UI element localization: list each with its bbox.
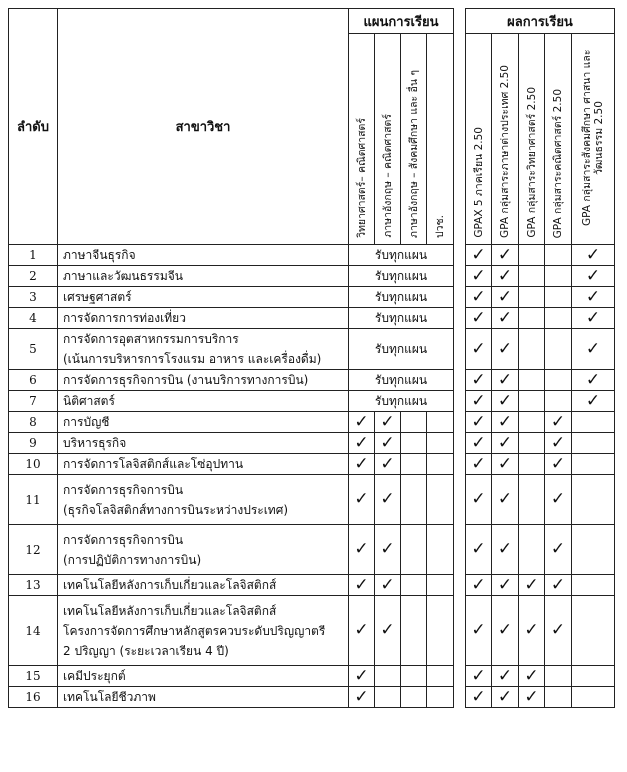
check-mark: ✓ bbox=[545, 412, 572, 433]
check-mark: ✓ bbox=[545, 433, 572, 454]
empty-cell bbox=[519, 287, 545, 308]
plan-header-sci-math: วิทยาศาสตร์– คณิตศาสตร์ bbox=[355, 118, 368, 238]
field-name-line: การจัดการธุรกิจการบิน bbox=[63, 482, 184, 497]
empty-cell bbox=[572, 433, 615, 454]
check-mark: ✓ bbox=[375, 596, 401, 666]
field-name bbox=[58, 287, 349, 308]
column-gap bbox=[454, 575, 466, 596]
table-row bbox=[9, 433, 615, 454]
check-mark: ✓ bbox=[375, 525, 401, 575]
result-header-science: GPA กลุ่มสาระวิทยาศาสตร์ 2.50 bbox=[525, 87, 538, 238]
empty-cell bbox=[545, 370, 572, 391]
check-mark: ✓ bbox=[466, 666, 492, 687]
plan-all-cell: รับทุกแผน bbox=[349, 329, 454, 370]
field-name-line: เทคโนโลยีหลังการเก็บเกี่ยวและโลจิสติกส์ bbox=[63, 578, 277, 592]
check-mark: ✓ bbox=[492, 454, 519, 475]
check-mark: ✓ bbox=[492, 391, 519, 412]
empty-cell bbox=[519, 475, 545, 525]
empty-cell bbox=[401, 525, 427, 575]
empty-cell bbox=[519, 391, 545, 412]
check-mark: ✓ bbox=[519, 687, 545, 708]
row-number: 13 bbox=[9, 575, 58, 596]
plan-header-vocational: ปวช. bbox=[434, 214, 446, 238]
check-mark: ✓ bbox=[466, 596, 492, 666]
check-mark: ✓ bbox=[466, 412, 492, 433]
field-name-line: เทคโนโลยีหลังการเก็บเกี่ยวและโลจิสติกส์ bbox=[63, 603, 277, 618]
field-name bbox=[58, 454, 349, 475]
field-name-line: การจัดการธุรกิจการบิน (งานบริการทางการบิน) bbox=[63, 373, 309, 387]
check-mark: ✓ bbox=[492, 433, 519, 454]
check-mark: ✓ bbox=[349, 475, 375, 525]
table-row bbox=[9, 370, 615, 391]
empty-cell bbox=[572, 596, 615, 666]
table-row bbox=[9, 412, 615, 433]
check-mark: ✓ bbox=[466, 245, 492, 266]
field-name-line: การบัญชี bbox=[63, 415, 110, 429]
check-mark: ✓ bbox=[349, 525, 375, 575]
field-name bbox=[58, 412, 349, 433]
column-gap bbox=[454, 475, 466, 525]
column-gap bbox=[454, 433, 466, 454]
row-number: 14 bbox=[9, 596, 58, 666]
empty-cell bbox=[401, 596, 427, 666]
check-mark: ✓ bbox=[375, 433, 401, 454]
plan-all-cell: รับทุกแผน bbox=[349, 266, 454, 287]
field-name bbox=[58, 391, 349, 412]
check-mark: ✓ bbox=[349, 666, 375, 687]
check-mark: ✓ bbox=[349, 454, 375, 475]
result-header-math: GPA กลุ่มสาระคณิตศาสตร์ 2.50 bbox=[552, 88, 564, 238]
plan-header-eng-social: ภาษาอังกฤษ – สังคมศึกษา และ อื่น ๆ bbox=[407, 70, 420, 238]
check-mark: ✓ bbox=[545, 525, 572, 575]
check-mark: ✓ bbox=[519, 666, 545, 687]
check-mark: ✓ bbox=[466, 433, 492, 454]
check-mark: ✓ bbox=[492, 412, 519, 433]
row-number: 11 bbox=[9, 475, 58, 525]
field-name-line: เทคโนโลยีชีวภาพ bbox=[63, 690, 156, 704]
row-number: 8 bbox=[9, 412, 58, 433]
row-number: 9 bbox=[9, 433, 58, 454]
empty-cell bbox=[519, 412, 545, 433]
empty-cell bbox=[572, 666, 615, 687]
table-row bbox=[9, 575, 615, 596]
empty-cell bbox=[545, 329, 572, 370]
row-number: 4 bbox=[9, 308, 58, 329]
admission-criteria-table bbox=[8, 8, 615, 708]
check-mark: ✓ bbox=[466, 454, 492, 475]
check-mark: ✓ bbox=[572, 266, 615, 287]
field-name bbox=[58, 433, 349, 454]
row-number: 2 bbox=[9, 266, 58, 287]
row-number: 16 bbox=[9, 687, 58, 708]
check-mark: ✓ bbox=[466, 287, 492, 308]
check-mark: ✓ bbox=[492, 266, 519, 287]
field-name bbox=[58, 525, 349, 575]
field-name-line: การจัดการการท่องเที่ยว bbox=[63, 311, 186, 325]
empty-cell bbox=[572, 454, 615, 475]
table-row bbox=[9, 687, 615, 708]
row-number: 12 bbox=[9, 525, 58, 575]
plan-all-cell: รับทุกแผน bbox=[349, 245, 454, 266]
check-mark: ✓ bbox=[466, 475, 492, 525]
check-mark: ✓ bbox=[466, 329, 492, 370]
field-name-line: บริหารธุรกิจ bbox=[63, 436, 127, 450]
check-mark: ✓ bbox=[545, 575, 572, 596]
result-header-gpax: GPAX 5 ภาคเรียน 2.50 bbox=[472, 127, 485, 238]
field-name-line: การจัดการโลจิสติกส์และโซ่อุปทาน bbox=[63, 457, 244, 471]
empty-cell bbox=[545, 266, 572, 287]
check-mark: ✓ bbox=[545, 596, 572, 666]
field-name bbox=[58, 575, 349, 596]
column-gap bbox=[454, 666, 466, 687]
empty-cell bbox=[375, 666, 401, 687]
table-row bbox=[9, 308, 615, 329]
table-row bbox=[9, 666, 615, 687]
field-name-line: เศรษฐศาสตร์ bbox=[63, 290, 132, 304]
check-mark: ✓ bbox=[349, 687, 375, 708]
column-gap bbox=[454, 454, 466, 475]
column-gap bbox=[454, 329, 466, 370]
empty-cell bbox=[427, 412, 454, 433]
field-name bbox=[58, 475, 349, 525]
row-number: 10 bbox=[9, 454, 58, 475]
check-mark: ✓ bbox=[572, 329, 615, 370]
field-name bbox=[58, 370, 349, 391]
empty-cell bbox=[401, 687, 427, 708]
empty-cell bbox=[519, 370, 545, 391]
field-name bbox=[58, 245, 349, 266]
check-mark: ✓ bbox=[492, 666, 519, 687]
plan-all-cell: รับทุกแผน bbox=[349, 370, 454, 391]
empty-cell bbox=[545, 666, 572, 687]
table-row bbox=[9, 329, 615, 370]
empty-cell bbox=[401, 412, 427, 433]
check-mark: ✓ bbox=[349, 433, 375, 454]
check-mark: ✓ bbox=[572, 308, 615, 329]
field-name-line: โครงการจัดการศึกษาหลักสูตรควบระดับปริญญาตรี bbox=[63, 623, 326, 638]
plan-header-eng-math: ภาษาอังกฤษ – คณิตศาสตร์ bbox=[381, 114, 394, 238]
field-name bbox=[58, 687, 349, 708]
check-mark: ✓ bbox=[466, 266, 492, 287]
empty-cell bbox=[427, 687, 454, 708]
check-mark: ✓ bbox=[572, 287, 615, 308]
table-row bbox=[9, 245, 615, 266]
check-mark: ✓ bbox=[375, 575, 401, 596]
col-field-header: สาขาวิชา bbox=[58, 9, 349, 245]
check-mark: ✓ bbox=[492, 308, 519, 329]
result-group-header: ผลการเรียน bbox=[466, 9, 615, 34]
column-gap bbox=[454, 391, 466, 412]
check-mark: ✓ bbox=[466, 525, 492, 575]
column-gap bbox=[454, 687, 466, 708]
column-gap bbox=[454, 412, 466, 433]
empty-cell bbox=[427, 433, 454, 454]
field-name-line: การจัดการธุรกิจการบิน bbox=[63, 532, 184, 547]
field-name-line: ภาษาและวัฒนธรรมจีน bbox=[63, 269, 183, 283]
empty-cell bbox=[401, 575, 427, 596]
check-mark: ✓ bbox=[492, 329, 519, 370]
check-mark: ✓ bbox=[492, 475, 519, 525]
check-mark: ✓ bbox=[492, 687, 519, 708]
col-order-header: ลำดับ bbox=[9, 9, 58, 245]
empty-cell bbox=[519, 308, 545, 329]
table-row bbox=[9, 287, 615, 308]
empty-cell bbox=[519, 433, 545, 454]
check-mark: ✓ bbox=[492, 525, 519, 575]
empty-cell bbox=[375, 687, 401, 708]
field-name bbox=[58, 308, 349, 329]
field-name-line: นิติศาสตร์ bbox=[63, 394, 115, 408]
column-gap bbox=[454, 9, 466, 245]
empty-cell bbox=[572, 412, 615, 433]
column-gap bbox=[454, 287, 466, 308]
check-mark: ✓ bbox=[492, 596, 519, 666]
empty-cell bbox=[401, 454, 427, 475]
field-name bbox=[58, 596, 349, 666]
check-mark: ✓ bbox=[545, 475, 572, 525]
check-mark: ✓ bbox=[545, 454, 572, 475]
table-row bbox=[9, 266, 615, 287]
empty-cell bbox=[427, 596, 454, 666]
empty-cell bbox=[572, 575, 615, 596]
check-mark: ✓ bbox=[572, 391, 615, 412]
check-mark: ✓ bbox=[492, 370, 519, 391]
empty-cell bbox=[427, 475, 454, 525]
check-mark: ✓ bbox=[492, 245, 519, 266]
check-mark: ✓ bbox=[466, 370, 492, 391]
row-number: 6 bbox=[9, 370, 58, 391]
row-number: 5 bbox=[9, 329, 58, 370]
field-name-line: (การปฏิบัติการทางการบิน) bbox=[63, 552, 202, 567]
check-mark: ✓ bbox=[349, 575, 375, 596]
table-row bbox=[9, 596, 615, 666]
field-name-line: 2 ปริญญา (ระยะเวลาเรียน 4 ปี) bbox=[63, 643, 229, 658]
empty-cell bbox=[519, 525, 545, 575]
empty-cell bbox=[519, 454, 545, 475]
check-mark: ✓ bbox=[349, 596, 375, 666]
empty-cell bbox=[427, 525, 454, 575]
table-row bbox=[9, 391, 615, 412]
field-name-line: เคมีประยุกต์ bbox=[63, 669, 126, 683]
field-name bbox=[58, 266, 349, 287]
empty-cell bbox=[545, 687, 572, 708]
plan-all-cell: รับทุกแผน bbox=[349, 308, 454, 329]
empty-cell bbox=[545, 391, 572, 412]
column-gap bbox=[454, 308, 466, 329]
check-mark: ✓ bbox=[349, 412, 375, 433]
field-name bbox=[58, 666, 349, 687]
empty-cell bbox=[401, 433, 427, 454]
check-mark: ✓ bbox=[519, 596, 545, 666]
row-number: 7 bbox=[9, 391, 58, 412]
field-name-line: (เน้นการบริหารการโรงแรม อาหาร และเครื่องดื่ม) bbox=[63, 352, 322, 366]
empty-cell bbox=[519, 245, 545, 266]
check-mark: ✓ bbox=[492, 287, 519, 308]
empty-cell bbox=[427, 666, 454, 687]
check-mark: ✓ bbox=[375, 454, 401, 475]
table-body bbox=[9, 245, 615, 708]
table-row bbox=[9, 475, 615, 525]
row-number: 3 bbox=[9, 287, 58, 308]
empty-cell bbox=[401, 475, 427, 525]
check-mark: ✓ bbox=[375, 475, 401, 525]
field-name-line: ภาษาจีนธุรกิจ bbox=[63, 248, 136, 262]
plan-group-header: แผนการเรียน bbox=[349, 9, 454, 34]
check-mark: ✓ bbox=[572, 370, 615, 391]
empty-cell bbox=[427, 575, 454, 596]
empty-cell bbox=[427, 454, 454, 475]
row-number: 15 bbox=[9, 666, 58, 687]
result-header-social: GPA กลุ่มสาระสังคมศึกษา ศาสนา และวัฒนธรรม 2.50 bbox=[581, 49, 605, 227]
row-number: 1 bbox=[9, 245, 58, 266]
check-mark: ✓ bbox=[375, 412, 401, 433]
empty-cell bbox=[519, 329, 545, 370]
check-mark: ✓ bbox=[466, 308, 492, 329]
plan-all-cell: รับทุกแผน bbox=[349, 391, 454, 412]
column-gap bbox=[454, 370, 466, 391]
check-mark: ✓ bbox=[572, 245, 615, 266]
check-mark: ✓ bbox=[519, 575, 545, 596]
check-mark: ✓ bbox=[466, 575, 492, 596]
column-gap bbox=[454, 266, 466, 287]
field-name bbox=[58, 329, 349, 370]
table-row bbox=[9, 525, 615, 575]
empty-cell bbox=[519, 266, 545, 287]
result-header-foreign-lang: GPA กลุ่มสาระภาษาต่างประเทศ 2.50 bbox=[499, 65, 511, 238]
empty-cell bbox=[572, 475, 615, 525]
field-name-line: การจัดการอุตสาหกรรมการบริการ bbox=[63, 332, 239, 346]
empty-cell bbox=[545, 308, 572, 329]
empty-cell bbox=[572, 687, 615, 708]
empty-cell bbox=[572, 525, 615, 575]
table-row bbox=[9, 454, 615, 475]
check-mark: ✓ bbox=[466, 391, 492, 412]
empty-cell bbox=[401, 666, 427, 687]
column-gap bbox=[454, 596, 466, 666]
column-gap bbox=[454, 245, 466, 266]
field-name-line: (ธุรกิจโลจิสติกส์ทางการบินระหว่างประเทศ) bbox=[63, 502, 289, 517]
column-gap bbox=[454, 525, 466, 575]
empty-cell bbox=[545, 287, 572, 308]
check-mark: ✓ bbox=[466, 687, 492, 708]
empty-cell bbox=[545, 245, 572, 266]
plan-all-cell: รับทุกแผน bbox=[349, 287, 454, 308]
check-mark: ✓ bbox=[492, 575, 519, 596]
